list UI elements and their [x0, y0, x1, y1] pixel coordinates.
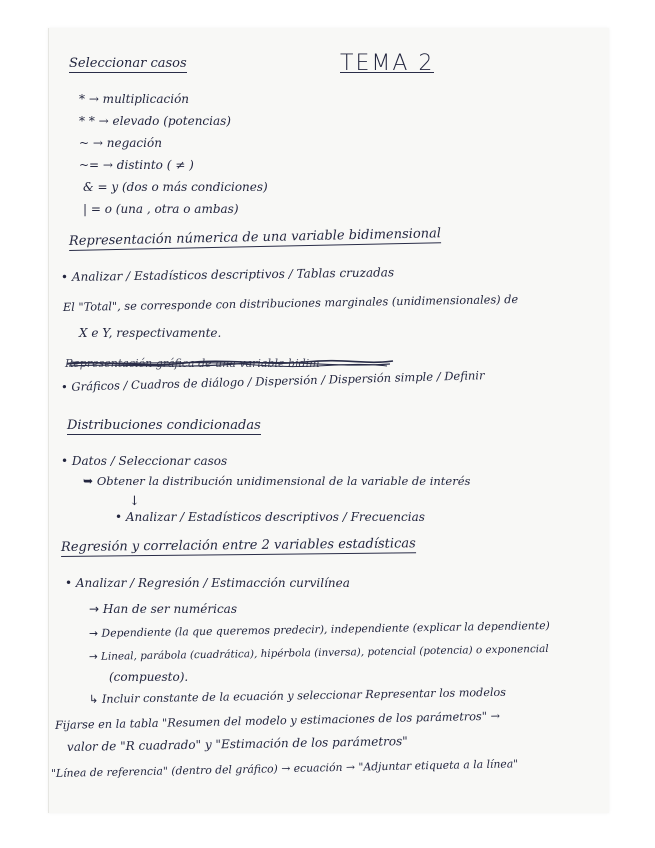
menu-path: • Analizar / Estadísticos descriptivos / Frecuencias — [115, 510, 425, 524]
operator-item: * * → elevado (potencias) — [79, 114, 231, 128]
operator-item: | = o (una , otra o ambas) — [83, 202, 239, 216]
right-arrow-icon: → — [89, 602, 103, 616]
note-text: valor de "R cuadrado" y "Estimación de los parámetros" — [66, 734, 408, 754]
arrow-item-continuation: (compuesto). — [109, 670, 189, 684]
crossed-out-text: Representación gráfica de una variable bidim — [65, 356, 395, 370]
arrow-item — [89, 685, 506, 707]
right-arrow-icon: → — [88, 626, 102, 640]
menu-path: • Analizar / Estadísticos descriptivos / Tablas cruzadas — [60, 265, 395, 284]
note-text: X e Y, respectivamente. — [79, 326, 222, 340]
right-arrow-icon: ↳ — [88, 692, 103, 706]
arrow-item — [89, 602, 237, 617]
right-arrow-icon: → — [88, 650, 102, 663]
note-text: Fijarse en la tabla "Resumen del modelo y estimaciones de los parámetros" → — [54, 709, 501, 732]
right-arrow-icon: ➥ — [83, 474, 97, 488]
arrow-item-text: Obtener la distribución unidimensional de la variable de interés — [96, 474, 471, 488]
arrow-item — [83, 474, 470, 489]
section-heading-representacion: Representación númerica de una variable bidimensional — [68, 226, 442, 249]
note-text: "Línea de referencia" (dentro del gráfico) → ecuación → "Adjuntar etiqueta a la línea" — [50, 757, 519, 780]
menu-path: • Datos / Seleccionar casos — [61, 454, 228, 468]
operator-item: ~= → distinto ( ≠ ) — [79, 158, 194, 172]
menu-path: • Gráficos / Cuadros de diálogo / Dispersión / Dispersión simple / Definir — [60, 368, 485, 394]
section-heading-regresion: Regresión y correlación entre 2 variables estadísticas — [60, 536, 416, 555]
menu-path: • Analizar / Regresión / Estimacción curvilínea — [65, 576, 350, 590]
down-arrow-icon: ↓ — [129, 494, 140, 509]
arrow-item-text: Lineal, parábola (cuadrática), hipérbola (inversa), potencial (potencia) o exponencial — [100, 642, 549, 663]
notebook-page — [48, 28, 609, 813]
note-text: El "Total", se corresponde con distribuciones marginales (unidimensionales) de — [62, 293, 519, 314]
page-title: TEMA 2 — [340, 51, 435, 76]
arrow-item-text: Han de ser numéricas — [102, 602, 237, 616]
arrow-item-text: Dependiente (la que queremos predecir), independiente (explicar la dependiente) — [101, 618, 550, 640]
arrow-item-text: Incluir constante de la ecuación y seleccionar Representar los modelos — [101, 685, 507, 706]
operator-item: & = y (dos o más condiciones) — [83, 180, 268, 194]
operator-item: * → multiplicación — [79, 92, 190, 106]
arrow-item — [89, 642, 549, 665]
operator-item: ~ → negación — [79, 136, 162, 150]
section-heading-distribuciones: Distribuciones condicionadas — [67, 418, 261, 433]
section-heading-seleccionar-casos: Seleccionar casos — [69, 56, 187, 71]
arrow-item — [89, 618, 550, 641]
